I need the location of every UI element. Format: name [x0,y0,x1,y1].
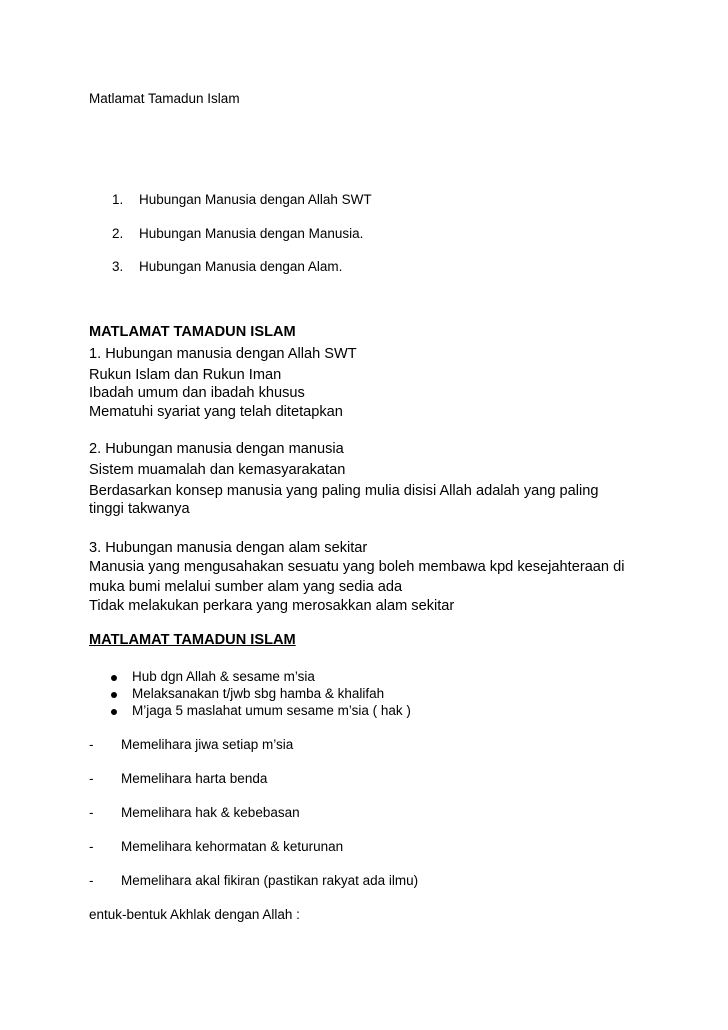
text-line: Berdasarkan konsep manusia yang paling mulia disisi Allah adalah yang paling [89,483,599,499]
bullet-dot-icon [111,709,117,715]
text-line: muka bumi melalui sumber alam yang sedia ada [89,579,403,595]
list-number: 3. [112,259,124,274]
doc-title: Matlamat Tamadun Islam [89,91,240,106]
dash-item: Memelihara akal fikiran (pastikan rakyat ada ilmu) [121,873,419,888]
text-line: 3. Hubungan manusia dengan alam sekitar [89,540,368,556]
dash-marker: - [89,771,94,786]
text-line: 1. Hubungan manusia dengan Allah SWT [89,346,357,362]
list-item: Hubungan Manusia dengan Allah SWT [139,192,372,207]
section-heading: MATLAMAT TAMADUN ISLAM [89,632,296,648]
list-number: 1. [112,192,124,207]
text-line: Tidak melakukan perkara yang merosakkan alam sekitar [89,598,455,614]
text-line: 2. Hubungan manusia dengan manusia [89,441,344,457]
dash-marker: - [89,839,94,854]
bullet-item: Melaksanakan t/jwb sbg hamba & khalifah [132,686,385,701]
list-item: Hubungan Manusia dengan Alam. [139,259,343,274]
bullet-item: M’jaga 5 maslahat umum sesame m’sia ( hak ) [132,703,411,718]
text-line: tinggi takwanya [89,501,190,517]
dash-marker: - [89,873,94,888]
dash-marker: - [89,737,94,752]
bullet-dot-icon [111,675,117,681]
bullet-dot-icon [111,692,117,698]
dash-marker: - [89,805,94,820]
footer-text: entuk-bentuk Akhlak dengan Allah : [89,907,300,922]
text-line: Manusia yang mengusahakan sesuatu yang boleh membawa kpd kesejahteraan di [89,559,625,575]
dash-item: Memelihara harta benda [121,771,268,786]
text-line: Rukun Islam dan Rukun Iman [89,367,282,383]
list-number: 2. [112,226,124,241]
text-line: Mematuhi syariat yang telah ditetapkan [89,404,343,420]
list-item: Hubungan Manusia dengan Manusia. [139,226,364,241]
text-line: Ibadah umum dan ibadah khusus [89,385,305,401]
dash-item: Memelihara hak & kebebasan [121,805,300,820]
dash-item: Memelihara kehormatan & keturunan [121,839,344,854]
dash-item: Memelihara jiwa setiap m’sia [121,737,294,752]
text-line: Sistem muamalah dan kemasyarakatan [89,462,346,478]
section-heading: MATLAMAT TAMADUN ISLAM [89,324,296,340]
bullet-item: Hub dgn Allah & sesame m’sia [132,669,315,684]
